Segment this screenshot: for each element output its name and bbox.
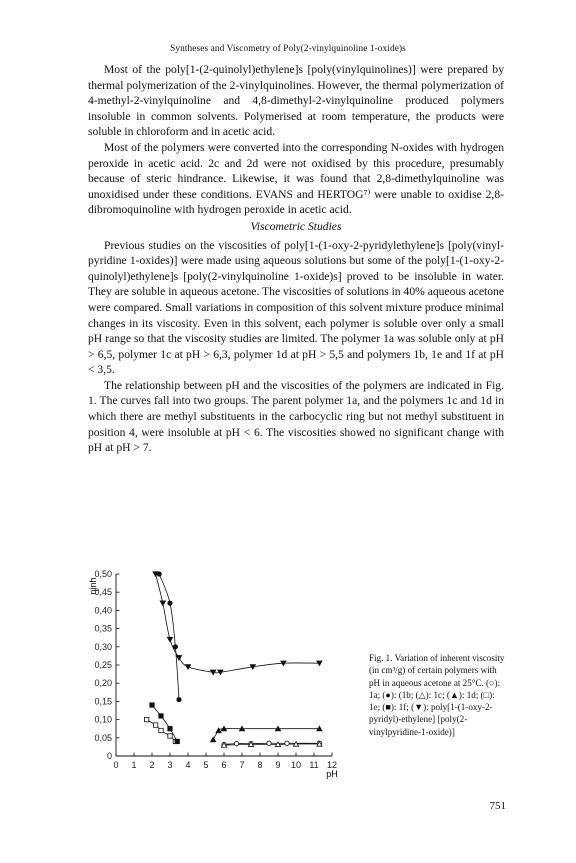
data-point-triangle-down — [176, 656, 181, 661]
y-tick-label: 0,20 — [94, 678, 112, 689]
data-point-square — [175, 739, 179, 743]
y-tick-label: 0 — [106, 751, 112, 761]
x-tick-label: 12 — [326, 760, 338, 770]
paragraph-viscometric-2: The relationship between pH and the viscosities of the polymers are indicated in Fig. 1. The curves fall into two groups. The parent polymer 1a, and the polymers 1c and 1d in which there are methyl substituents in the carbocyclic ring but not methyl substituent in position 4, were insoluble at pH < 6. The viscosities showed no significant change with pH at pH > 7. — [88, 378, 504, 455]
data-point-circle — [285, 741, 289, 745]
x-tick-label: 7 — [239, 760, 245, 770]
data-point-square — [168, 727, 172, 731]
x-tick-label: 3 — [167, 760, 173, 770]
y-tick-label: 0,30 — [94, 641, 112, 652]
x-tick-label: 8 — [257, 760, 263, 770]
figure-caption: Fig. 1. Variation of inherent viscosity (in cm³/g) of certain polymers with pH in aqueous acetone at 25°C. (○): 1a; (●): (1b; (△): 1c; (▲): 1d; (□): 1e; (■): 1f; (▼): poly[1-(1-oxy-2-pyridyl)-ethylene] [poly(2-vinylpyridine-1-oxide)] — [369, 653, 505, 737]
x-tick-label: 6 — [221, 760, 227, 770]
y-tick-label: 0,05 — [94, 732, 112, 743]
y-axis-label: ηinh — [88, 577, 98, 595]
x-tick-label: 4 — [185, 760, 191, 770]
data-point-triangle-down — [167, 637, 172, 642]
data-point-triangle-down — [160, 601, 165, 606]
series-line-triangle-filled — [213, 729, 319, 740]
paragraph-viscometric-1: Previous studies on the viscosities of poly[1-(1-oxy-2-pyridylethylene]s [poly(vinyl-pyridine 1-oxides)] were made using aqueous solutions but some of the poly[1-(1-oxy-2-quinolyl)ethylene]s [poly(2-vinylquinoline 1-oxide)s] proved to be insoluble in water. They are soluble in aqueous acetone. The viscosities of solutions in 40% aqueous acetone were compared. Small variations in composition of this solvent mixture produce minimal changes in its viscosity. Even in this solvent, each polymer is soluble over only a small pH range so that the viscosity studies are limited. The polymer 1a was soluble only at pH > 6,5, polymer 1c at pH > 6,3, polymer 1d at pH > 5,5 and polymers 1b, 1e and 1f at pH < 3,5. — [88, 238, 504, 377]
data-point-circle — [177, 697, 181, 701]
x-tick-label: 5 — [203, 760, 209, 770]
data-point-square — [159, 728, 163, 732]
y-tick-label: 0,50 — [94, 569, 112, 579]
x-tick-label: 9 — [275, 760, 281, 770]
x-tick-label: 1 — [131, 760, 137, 770]
running-head: Syntheses and Viscometry of Poly(2-vinylquinoline 1-oxide)s — [170, 44, 406, 54]
paragraph-intro-2: Most of the polymers were converted into the corresponding N-oxides with hydrogen peroxide in acetic acid. 2c and 2d were not oxidised by this procedure, presumably because of steric hindrance. Likewise, it was found that 2,8-dimethylquinoline was unoxidised under these conditions. EVANS and HERTOG⁷⁾ were unable to oxidise 2,8-dibromoquinoline with hydrogen peroxide in acetic acid. — [88, 140, 504, 217]
y-tick-label: 0,15 — [94, 696, 112, 707]
y-tick-label: 0,25 — [94, 660, 112, 670]
data-point-square — [153, 723, 157, 727]
data-point-circle — [267, 741, 271, 745]
y-tick-label: 0,10 — [94, 714, 112, 725]
viscosity-chart — [88, 566, 368, 786]
page-number: 751 — [489, 800, 506, 812]
data-point-triangle — [211, 737, 216, 742]
data-point-circle — [234, 741, 238, 745]
body-text — [88, 62, 504, 456]
data-point-square — [168, 734, 172, 738]
x-axis-label: pH — [326, 769, 338, 779]
data-point-square — [144, 717, 148, 721]
paragraph-intro-1: Most of the poly[1-(2-quinolyl)ethylene]s [poly(vinylquinolines)] were prepared by thermal polymerization of the 2-vinylquinolines. However, the thermal polymerization of 4-methyl-2-vinylquinoline and 4,8-dimethyl-2-vinylquinoline produced polymers insoluble in common solvents. Polymerised at room temperature, the products were soluble in chloroform and in acetic acid. — [88, 63, 504, 139]
x-tick-label: 0 — [113, 760, 119, 770]
x-tick-label: 10 — [290, 760, 302, 770]
x-tick-label: 11 — [309, 760, 319, 770]
figure-1 — [88, 566, 508, 786]
data-point-triangle — [216, 728, 221, 733]
data-point-square — [159, 714, 163, 718]
data-point-square — [150, 703, 154, 707]
x-tick-label: 2 — [149, 760, 155, 770]
data-point-circle — [168, 601, 172, 605]
y-tick-label: 0,35 — [94, 623, 112, 634]
y-tick-label: 0,45 — [94, 587, 112, 598]
data-point-triangle-down — [185, 665, 190, 670]
data-point-circle — [173, 645, 177, 649]
section-heading: Viscometric Studies — [250, 219, 342, 233]
y-tick-label: 0,40 — [94, 605, 112, 616]
